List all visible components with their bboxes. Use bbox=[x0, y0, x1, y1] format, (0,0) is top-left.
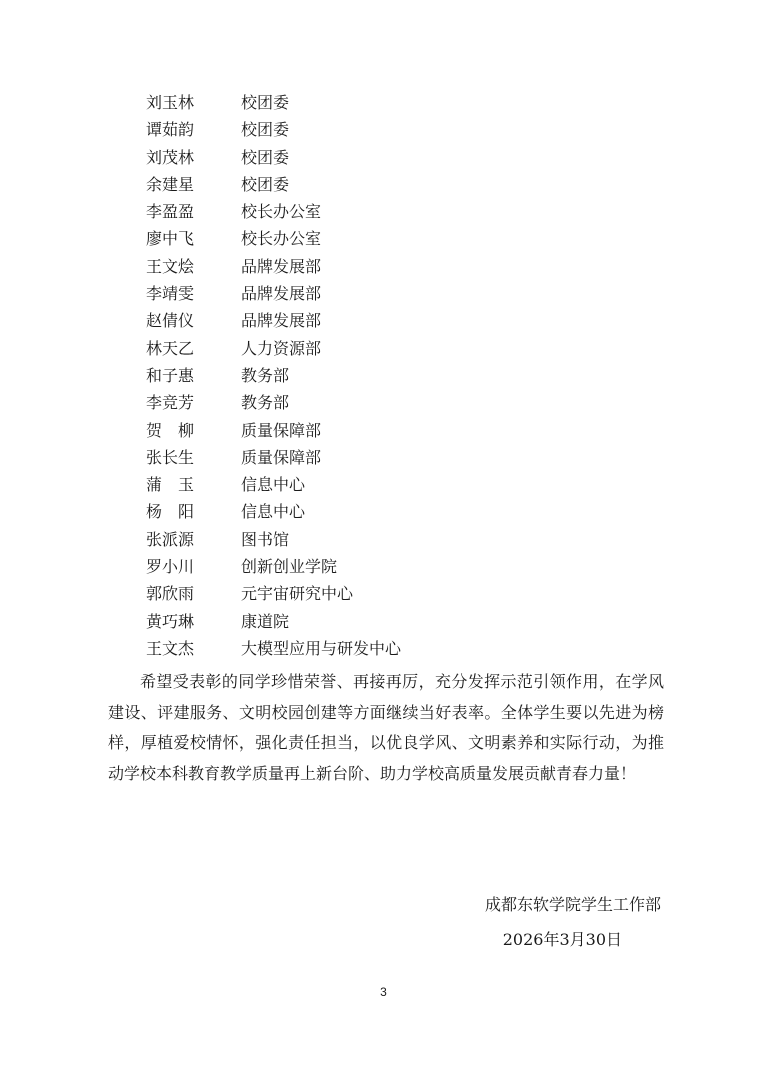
recipient-department: 品牌发展部 bbox=[241, 311, 322, 331]
recipient-row bbox=[146, 89, 401, 116]
recipient-row bbox=[146, 253, 401, 280]
recipient-row bbox=[146, 444, 401, 471]
recipient-department: 质量保障部 bbox=[241, 420, 322, 440]
recipient-department: 校长办公室 bbox=[241, 229, 322, 249]
recipient-name: 张长生 bbox=[146, 447, 195, 467]
recipient-name: 和子惠 bbox=[146, 365, 195, 385]
recipient-row bbox=[146, 116, 401, 143]
recipient-department: 康道院 bbox=[241, 611, 290, 631]
recipient-name: 张派源 bbox=[146, 529, 195, 549]
recipient-name: 王文杰 bbox=[146, 638, 195, 658]
recipient-row bbox=[146, 526, 401, 553]
recipient-row bbox=[146, 198, 401, 225]
recipient-row bbox=[146, 580, 401, 607]
recipient-name: 余建星 bbox=[146, 174, 195, 194]
recipient-name: 谭茹韵 bbox=[146, 120, 195, 140]
recipient-department: 教务部 bbox=[241, 365, 290, 385]
recipient-name: 廖中飞 bbox=[146, 229, 195, 249]
recipient-row bbox=[146, 362, 401, 389]
recipient-department: 图书馆 bbox=[241, 529, 290, 549]
recipient-name: 李盈盈 bbox=[146, 202, 195, 222]
recipient-department: 大模型应用与研发中心 bbox=[241, 638, 402, 658]
recipient-name: 赵倩仪 bbox=[146, 311, 195, 331]
recipient-name: 李靖雯 bbox=[146, 284, 195, 304]
recipient-name: 刘茂林 bbox=[146, 147, 195, 167]
recipient-department: 校长办公室 bbox=[241, 202, 322, 222]
recipient-row bbox=[146, 335, 401, 362]
recipient-department: 品牌发展部 bbox=[241, 284, 322, 304]
recipient-department: 元宇宙研究中心 bbox=[241, 584, 354, 604]
recipient-name: 郭欣雨 bbox=[146, 584, 195, 604]
recipient-list bbox=[146, 89, 401, 662]
recipient-row bbox=[146, 635, 401, 662]
recipient-name: 林天乙 bbox=[146, 338, 195, 358]
recipient-name: 李竞芳 bbox=[146, 393, 195, 413]
recipient-row bbox=[146, 471, 401, 498]
recipient-name: 黄巧琳 bbox=[146, 611, 195, 631]
recipient-row bbox=[146, 144, 401, 171]
recipient-department: 校团委 bbox=[241, 120, 290, 140]
recipient-department: 人力资源部 bbox=[241, 338, 322, 358]
recipient-department: 信息中心 bbox=[241, 502, 306, 522]
recipient-department: 创新创业学院 bbox=[241, 557, 338, 577]
recipient-name: 蒲 玉 bbox=[146, 475, 195, 495]
recipient-row bbox=[146, 498, 401, 525]
signature-organization: 成都东软学院学生工作部 bbox=[484, 895, 661, 914]
recipient-name: 刘玉林 bbox=[146, 93, 195, 112]
recipient-row bbox=[146, 417, 401, 444]
recipient-department: 质量保障部 bbox=[241, 447, 322, 467]
closing-paragraph: 希望受表彰的同学珍惜荣誉、再接再厉，充分发挥示范引领作用，在学风建设、评建服务、文明校园创建等方面继续当好表率。全体学生要以先进为榜样，厚植爱校情怀，强化责任担当，以优良学风、文明素养和实际行动，为推动学校本科教育教学质量再上新台阶、助力学校高质量发展贡献青春力量！ bbox=[108, 672, 664, 783]
recipient-department: 校团委 bbox=[241, 147, 290, 167]
recipient-department: 校团委 bbox=[241, 174, 290, 194]
recipient-row bbox=[146, 280, 401, 307]
recipient-row bbox=[146, 171, 401, 198]
recipient-row bbox=[146, 389, 401, 416]
recipient-row bbox=[146, 225, 401, 252]
recipient-name: 杨 阳 bbox=[146, 502, 195, 522]
recipient-row bbox=[146, 307, 401, 334]
signature-date: 2026年3月30日 bbox=[502, 930, 622, 949]
recipient-department: 信息中心 bbox=[241, 475, 306, 495]
recipient-department: 教务部 bbox=[241, 393, 290, 413]
recipient-department: 品牌发展部 bbox=[241, 256, 322, 276]
recipient-row bbox=[146, 553, 401, 580]
page-number: 3 bbox=[380, 985, 387, 999]
recipient-department: 校团委 bbox=[241, 93, 290, 112]
recipient-name: 贺 柳 bbox=[146, 420, 195, 440]
recipient-row bbox=[146, 608, 401, 635]
recipient-name: 罗小川 bbox=[146, 557, 195, 577]
recipient-name: 王文烩 bbox=[146, 256, 195, 276]
